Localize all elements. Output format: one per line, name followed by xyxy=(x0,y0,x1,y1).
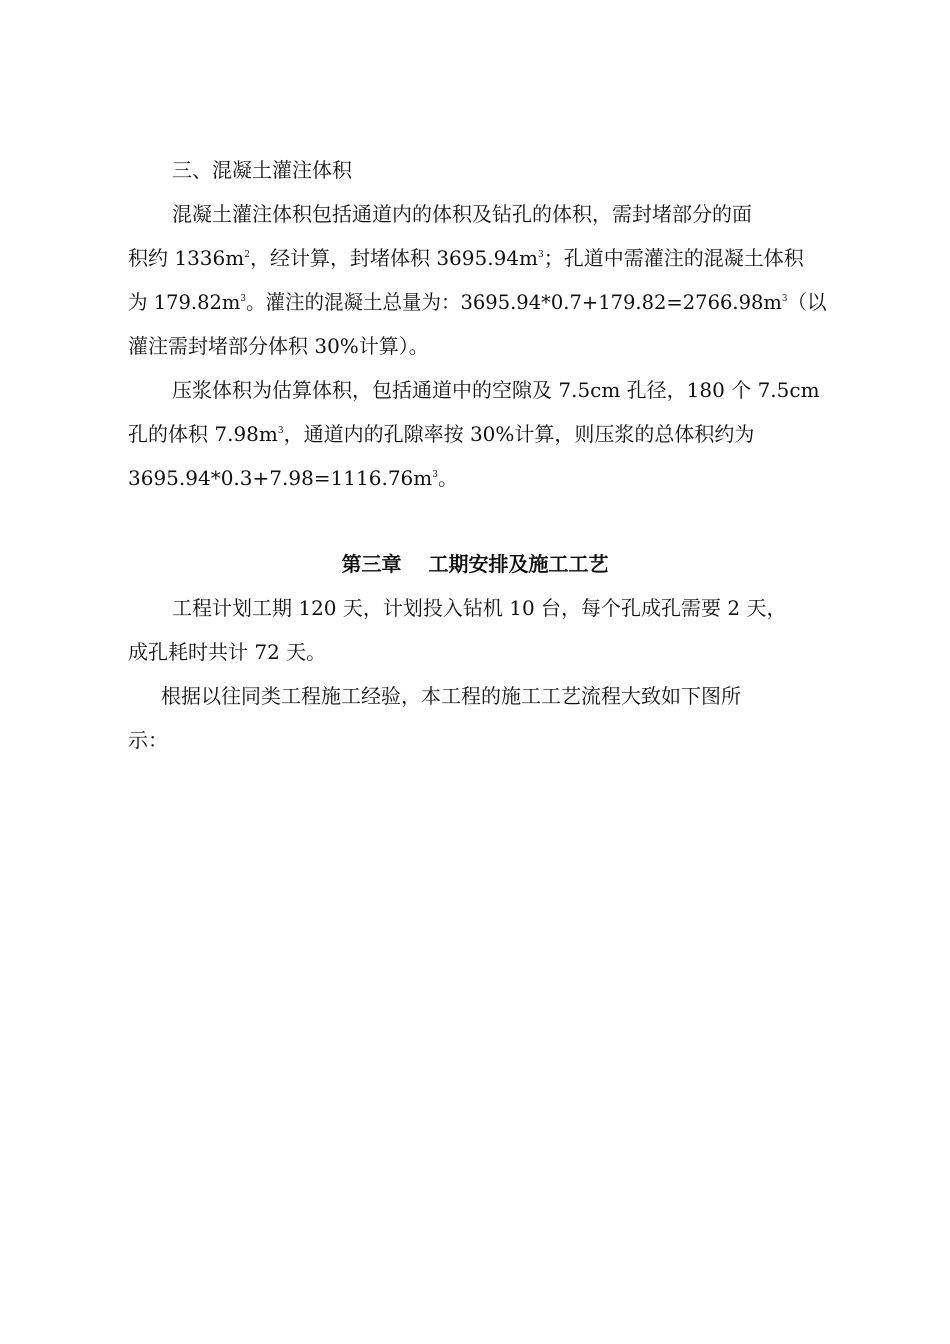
text-run: 成孔耗时共计 72 天。 xyxy=(128,640,327,664)
superscript: 3 xyxy=(432,470,438,480)
text-run: 。灌注的混凝土总量为：3695.94*0.7+179.82=2766.98m xyxy=(246,290,782,314)
paragraph-line xyxy=(128,244,804,272)
text-run: 为 179.82m xyxy=(128,290,241,314)
paragraph-line xyxy=(128,420,754,448)
text-run: ，经计算，封堵体积 3695.94m xyxy=(249,246,538,270)
paragraph-line xyxy=(172,200,752,228)
text-run: 灌注需封堵部分体积 30%计算）。 xyxy=(128,334,429,358)
chapter-heading xyxy=(75,550,875,578)
section-heading xyxy=(172,156,352,184)
paragraph-line xyxy=(128,464,458,492)
text-run: 。 xyxy=(437,466,458,490)
superscript: 3 xyxy=(538,250,544,260)
text-run: （以 xyxy=(787,290,827,314)
text-run: 根据以往同类工程施工经验，本工程的施工工艺流程大致如下图所 xyxy=(161,684,741,708)
paragraph-line xyxy=(128,726,168,754)
paragraph-line xyxy=(172,376,820,404)
paragraph-line xyxy=(128,638,326,666)
text-run: 工程计划工期 120 天，计划投入钻机 10 台，每个孔成孔需要 2 天， xyxy=(172,596,787,620)
superscript: 2 xyxy=(244,250,250,260)
text-run: ；孔道中需灌注的混凝土体积 xyxy=(543,246,804,270)
text-run: 示： xyxy=(128,728,168,752)
section-heading-text: 三、混凝土灌注体积 xyxy=(172,158,352,182)
paragraph-line xyxy=(172,594,787,622)
superscript: 3 xyxy=(781,294,788,304)
superscript: 3 xyxy=(277,426,284,436)
text-run: ，通道内的孔隙率按 30%计算，则压浆的总体积约为 xyxy=(283,422,755,446)
paragraph-line xyxy=(128,332,429,360)
text-run: 压浆体积为估算体积，包括通道中的空隙及 7.5cm 孔径，180 个 7.5cm xyxy=(172,378,820,402)
paragraph-line xyxy=(161,682,741,710)
superscript: 3 xyxy=(240,294,247,304)
text-run: 积约 1336m xyxy=(128,246,245,270)
text-run: 3695.94*0.3+7.98=1116.76m xyxy=(128,466,433,490)
chapter-heading-text: 第三章 工期安排及施工工艺 xyxy=(341,552,609,576)
text-run: 混凝土灌注体积包括通道内的体积及钻孔的体积，需封堵部分的面 xyxy=(172,202,752,226)
text-run: 孔的体积 7.98m xyxy=(128,422,278,446)
paragraph-line xyxy=(128,288,826,316)
